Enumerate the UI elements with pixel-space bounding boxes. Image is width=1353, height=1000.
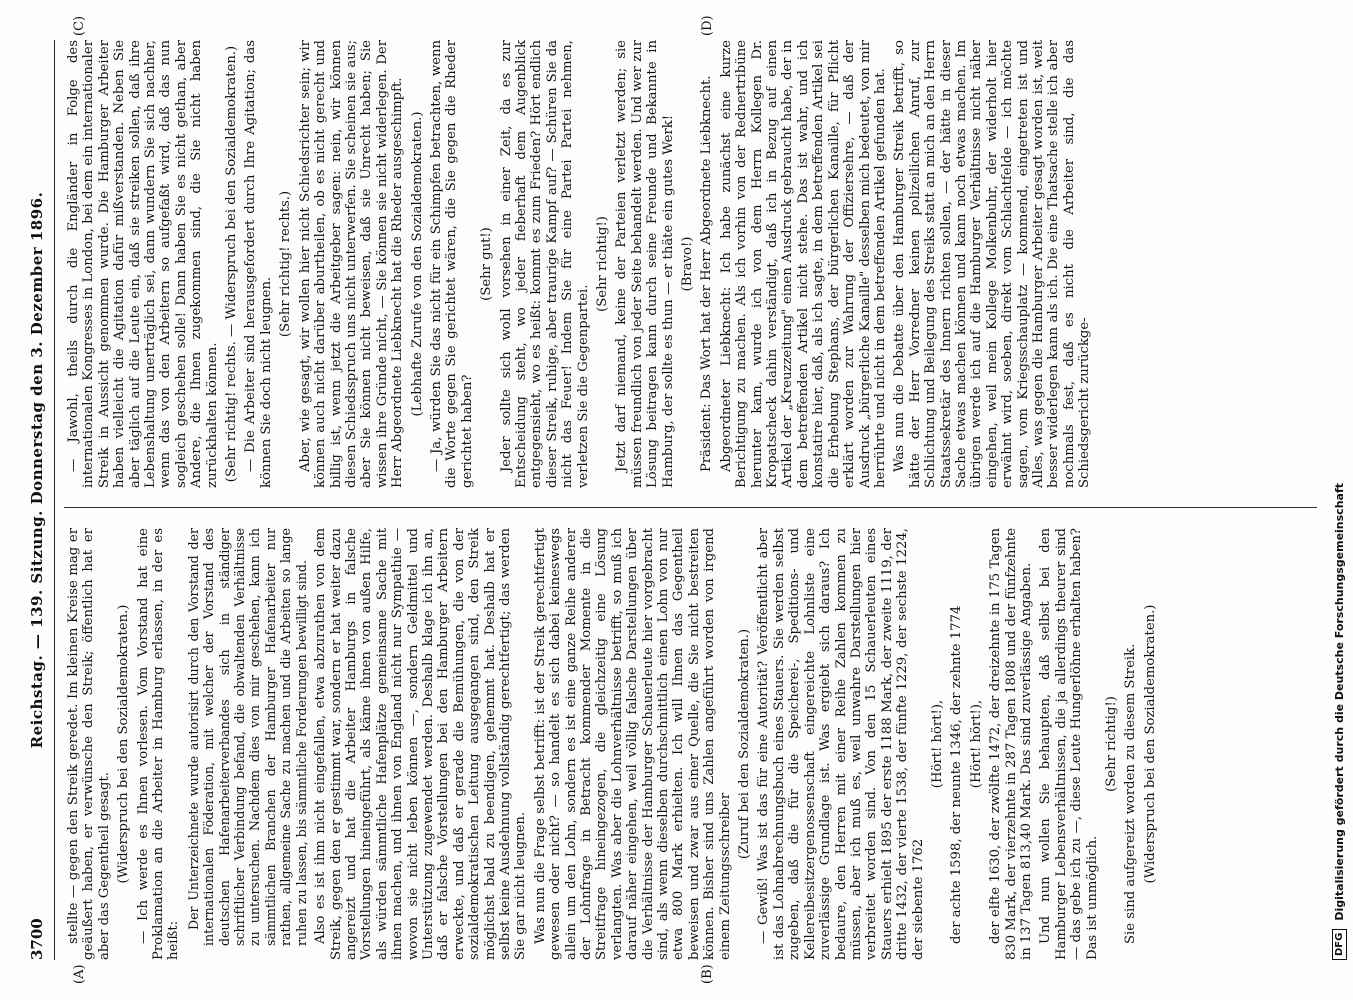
paragraph: — Ich werde es Ihnen vorlesen. Vom Vorstand hat eine Proklamation an die Arbeiter in Hamburg erlassen, in der es heißt: bbox=[135, 528, 182, 960]
paragraph: Präsident: Das Wort hat der Herr Abgeordnete Liebknecht. bbox=[699, 75, 715, 472]
interjection: (Sehr richtig! rechts. — Widerspruch bei den Sozialdemokraten.) bbox=[224, 45, 240, 483]
paragraph: der achte 1598, der neunte 1346, der zehnte 1774 bbox=[949, 605, 965, 944]
interjection: (Sehr richtig!) bbox=[595, 216, 610, 312]
paragraph: Aber, wie gesagt, wir wollen hier nicht Schiedsrichter sein; wir können auch nicht darüber aburtheilen, ob es nicht gerecht und billig ist, wenn jetzt die Arbeitgeber sagen: nein, wir können diesen Schiedsspruch uns nicht unterwerfen. Sie scheinen sie aus; aber Sie können nicht beweisen, daß sie Unrecht haben; Sie wissen ihre Gründe nicht, — Sie können sie nicht widerlegen. Der Herr Abgeordnete Liebknecht hat die Rheder ausgeschimpft. bbox=[297, 40, 406, 488]
page-title: Reichstag. — 139. Sitzung. Donnerstag den 3. Dezember 1896. bbox=[28, 191, 46, 749]
interjection: (Sehr richtig! rechts.) bbox=[278, 190, 294, 338]
footer-credit: Digitalisierung gefördert durch die Deutsche Forschungsgemeinschaft bbox=[1332, 482, 1346, 921]
interjection: (Widerspruch bei den Sozialdemokraten.) bbox=[1142, 604, 1158, 884]
margin-marker-b: (B) bbox=[700, 964, 715, 984]
paragraph: Abgeordneter Liebknecht: Ich habe zunächst eine kurze Berichtigung zu machen. Als ich vorhin von der Rednertribüne herunter kam, wurde ich von dem Herrn Kollegen Dr. Kropatscheck dahin verständigt, daß ich in Bezug auf einen Artikel der „Kreuzzeitung" einen Ausdruck gebraucht habe, der in dem betreffenden Artikel nicht stehe. Das ist wahr, und ich konstatire hier, daß, als ich sagte, in dem betreffenden Artikel sei die Erhebung Stephans, der bürgerlichen Kanaille, für Pflicht erklärt worden zur Wahrung der Offiziersehre, — daß der Ausdruck „bürgerliche Kanaille" desselben mich bedeutet, von mir herrührte und nicht in dem betreffenden Artikel gefunden hat. bbox=[718, 40, 888, 488]
dfg-logo: DFG bbox=[1332, 929, 1347, 960]
paragraph: — Die Arbeiter sind herausgefordert durch Ihre Agitation; das können Sie doch nicht leugnen. bbox=[243, 40, 274, 488]
paragraph: — Gewiß! Was ist das für eine Autorität? Veröffentlicht aber ist das Lohnabrechnungsbuch eines Stauers. Sie werden selbst zugeben, daß die für die Speicherei-, Speditions- und Kellereibesitzergenossenschaft eingereichte Lohnliste eine zuverlässige Grundlage ist. Was ergiebt sich daraus? Ich bedaure, den Herren mit einer Reihe Zahlen kommen zu müssen, aber ich muß es, weil unwahre Darstellungen hier verbreitet worden sind. Von den 15 Schauerleuten eines Stauers erhielt 1895 der erste 1188 Mark, der zweite 1119, der dritte 1432, der vierte 1538, der fünfte 1229, der sechste 1224, der siebente 1762 bbox=[756, 528, 926, 960]
left-column bbox=[66, 528, 1317, 960]
interjection: (Bravo!) bbox=[680, 236, 696, 292]
margin-marker-c: (C) bbox=[72, 15, 87, 36]
column-divider bbox=[64, 507, 1317, 508]
paragraph: Also es ist ihm nicht eingefallen, etwa abzurathen von dem Streik, gegen den er gestimmt war, sondern er hat weiter dazu angereizt und hat die Arbeiter Hamburgs in falsche Vorstellungen hineingeführt, als käme ihnen von außen Hilfe, als würden sämmtliche Hafenplätze gemeinsame Sache mit ihnen machen, und ihnen von England nicht nur Sympathie — wovon sie nicht leben können —, sondern Geldmittel und Unterstützung zugewendet werden. Deshalb klage ich ihn an, daß er falsche Vorstellungen bei den Hamburger Arbeitern erweckte, und daß er gerade die Bemühungen, die von der sozialdemokratischen Leitung ausgegangen sind, den Streik möglichst bald zu beendigen, gehemmt hat. Deshalb hat er selbst keine Ausdehnung vollständig gerechtfertigt; das werden Sie gar nicht leugnen. bbox=[313, 528, 529, 960]
page-footer bbox=[1328, 0, 1350, 1000]
page-header bbox=[20, 40, 55, 960]
paragraph: Sie sind aufgereizt worden zu diesem Streik. bbox=[1123, 643, 1139, 944]
paragraph: Jetzt darf niemand, keine der Parteien verletzt werden; sie müssen freundlich von jeder Seite behandelt werden. Und wer zur Lösung beitragen kann durch seine Freunde und Bekannte in Hamburg, der sollte es thun — er thäte ein gutes Werk! bbox=[614, 40, 676, 488]
paragraph: Jeder sollte sich wohl vorsehen in einer Zeit, da es zur Entscheidung steht, wo jeder fieberhaft dem Augenblick entgegensieht, wo es heißt: kommt es zum Frieden? Hört endlich dieser Streik, ruhige, aber traurige Kampf auf? — Schüren Sie da nicht das Feuer! Indem Sie für eine Partei Partei nehmen, verletzen Sie die Gegenpartei. bbox=[498, 40, 591, 488]
interjection: (Hört! hört!), bbox=[968, 699, 984, 789]
paragraph: — Jawohl, theils durch die Engländer in Folge des internationalen Kongresses in London, bei dem ein internationaler Streik in Aussicht genommen wurde. Die Hamburger Arbeiter haben vielleicht die Agitation dafür mißverstanden. Neben Sie aber täglich auf die Leute ein, daß sie streiken sollen, daß ihre Lebenshaltung unerträglich sei, dann wundern Sie sich nachher, wenn das von den Arbeitern so aufgefaßt wird, daß das nun sogleich geschehen solle! Dann haben Sie es nicht gethan, aber Andere, die Ihnen zugekommen sind, die Sie nicht haben zurückhalten können. bbox=[66, 40, 220, 488]
margin-marker-d: (D) bbox=[700, 15, 715, 36]
paragraph: Und nun wollen Sie behaupten, daß selbst bei den Hamburger Lebensverhältnissen, die ja allerdings theurer sind — das gebe ich zu —, diese Leute Hungerlöhne erhalten haben? Das ist unmöglich. bbox=[1038, 528, 1100, 960]
paragraph: Was nun die Frage selbst betrifft: ist der Streik gerechtfertigt gewesen oder nicht? — so handelt es sich dabei keineswegs allein um den Lohn, sondern es ist eine ganze Reihe anderer der Lohnfrage in Betracht kommender Momente in die Streitfrage hineingezogen, die gleichzeitig eine Lösung verlangten. Was aber die Lohnverhältnisse betrifft, so muß ich darauf näher eingehen, weil völlig falsche Darstellungen über die Verhältnisse der Hamburger Schauerleute hier vorgebracht sind, als wenn dieselben durchschnittlich einen Lohn von nur etwa 800 Mark erhielten. Ich will Ihnen das Gegentheil beweisen und zwar aus einer Quelle, die Sie nicht bestreiten können. Bisher sind uns Zahlen angeführt worden von irgend einem Zeitungsschreiber bbox=[532, 528, 733, 960]
paragraph: stellte — gegen den Streik geredet. Im kleinen Kreise mag er geäußert haben, er verwünsche den Streik; öffentlich hat er aber das Gegentheil gesagt. bbox=[66, 528, 112, 960]
paragraph: der elfte 1630, der zwölfte 1472, der dreizehnte in 175 Tagen 830 Mark, der vierzehnte in 287 Tagen 1808 und der fünfzehnte in 137 Tagen 813,40 Mark. Das sind zuverlässige Angaben. bbox=[988, 528, 1034, 960]
paragraph: Was nun die Debatte über den Hamburger Streik betrifft, so hätte der Herr Vorredner keinen polizeilichen Anruf, zur Schlichtung und Beilegung des Streiks statt an mich an den Herrn Staatssekretär des Innern richten sollen, — der hätte in dieser Sache etwas machen können und kann noch etwas machen. Im übrigen werde ich auf die Hamburger Verhältnisse nicht näher eingehen, weil mein Kollege Molkenbuhr, der widerholt hier erwähnt wird, soeben, direkt vom Schlachtfelde — ich möchte sagen, vom Kriegsschauplatz — kommend, eingetreten ist und Alles, was gegen die Hamburger Arbeiter gesagt worden ist, weit besser widerlegen kann als ich. Die eine Thatsache stelle ich aber nochmals fest, daß es nicht die Arbeiter sind, die das Schiedsgericht zurückge- bbox=[892, 40, 1093, 488]
interjection: (Zuruf bei den Sozialdemokraten.) bbox=[737, 628, 753, 860]
paragraph: Der Unterzeichnete wurde autorisirt durch den Vorstand der internationalen Föderation, mit welcher der Vorstand des deutschen Hafenarbeiterverbandes sich in ständiger schriftlicher Verbindung befand, die obwaltenden Verhältnisse zu untersuchen. Nachdem dies von mir geschehen, kann ich sämmtlichen Branchen der Hamburger Hafenarbeiter nur rathen, allgemeine Sache zu machen und die Arbeiten so lange ruhen zu lassen, bis sämmtliche Forderungen bewilligt sind. bbox=[185, 528, 309, 946]
paragraph: — Ja, würden Sie das nicht für ein Schimpfen betrachten, wenn die Worte gegen Sie gerichtet wären, die Sie gegen die Rheder gerichtet haben? bbox=[428, 40, 475, 488]
margin-marker-a: (A) bbox=[72, 964, 87, 984]
right-column bbox=[66, 40, 1317, 488]
interjection: (Widerspruch bei den Sozialdemokraten.) bbox=[116, 604, 132, 884]
page-number: 3700 bbox=[28, 918, 46, 960]
interjection: (Sehr gut!) bbox=[479, 227, 495, 301]
interjection: (Sehr richtig!) bbox=[1104, 696, 1119, 792]
interjection: (Lebhafte Zurufe von den Sozialdemokraten.) bbox=[409, 111, 425, 417]
interjection: (Hört! hört!), bbox=[929, 699, 945, 789]
